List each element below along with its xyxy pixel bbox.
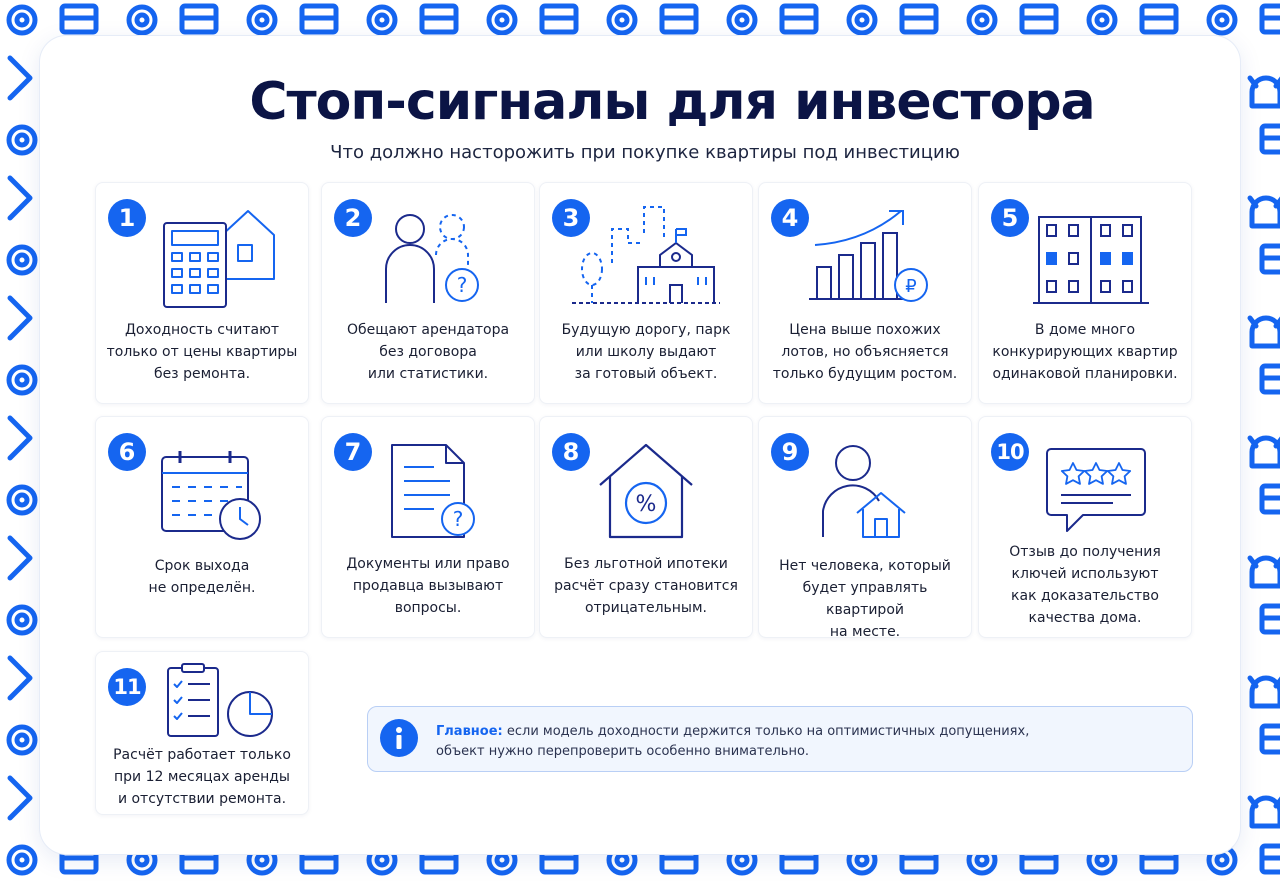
card-number: 7 [334,433,372,471]
card-number: 4 [771,199,809,237]
card-8 [539,416,753,638]
card-text: Цена выше похожих лотов, но объясняется только будущим ростом. [772,322,958,382]
card-number: 6 [108,433,146,471]
key-note [367,706,1193,772]
card-number: 1 [108,199,146,237]
document-question-icon [386,441,486,541]
card-4 [758,182,972,404]
house-percent-icon [596,441,696,541]
calendar-clock-icon [156,447,268,543]
svg-text:?: ? [452,507,464,531]
card-text: Нет человека, который будет управлять квартирой на месте. [779,558,951,640]
card-text: Обещают арендатора без договора или статистики. [346,322,510,382]
card-text: Доходность считают только от цены квартиры без ремонта. [106,322,298,382]
apartment-building-icon [1031,213,1151,307]
card-number: 11 [108,668,146,706]
card-text: Будущую дорогу, парк или школу выдают за готовый объект. [561,322,731,382]
card-number: 9 [771,433,809,471]
price-growth-chart-icon [805,203,935,307]
card-11 [95,651,309,815]
future-infrastructure-icon [568,203,724,309]
card-text: Отзыв до получения ключей используют как доказательство качества дома. [1009,544,1161,626]
manager-house-icon [817,441,917,541]
card-1 [95,182,309,404]
card-number: 8 [552,433,590,471]
card-number: 3 [552,199,590,237]
card-10 [978,416,1192,638]
review-stars-icon [1043,445,1149,535]
svg-text:₽: ₽ [905,276,917,297]
info-icon [380,719,418,757]
page-title: Стоп-сигналы для инвестора [249,72,1095,132]
card-number: 2 [334,199,372,237]
card-text: Расчёт работает только при 12 месяцах аренды и отсутствии ремонта. [113,747,291,807]
card-text: Документы или право продавца вызывают вопросы. [346,556,510,616]
note-lead: Главное: [436,724,503,739]
tenant-question-icon [380,207,490,311]
card-number: 10 [991,433,1029,471]
card-9 [758,416,972,638]
card-3 [539,182,753,404]
card-text: Без льготной ипотеки расчёт сразу становится отрицательным. [554,556,738,616]
card-number: 5 [991,199,1029,237]
card-2 [321,182,535,404]
svg-text:%: % [635,492,657,517]
note-text: Главное: если модель доходности держится только на оптимистичных допущениях, объект нужно перепроверить особенно внимательно. [436,724,1030,759]
card-5 [978,182,1192,404]
card-6 [95,416,309,638]
checklist-pie-icon [162,662,278,740]
calculator-house-icon [156,203,280,313]
card-text: Срок выхода не определён. [148,558,256,596]
svg-text:?: ? [456,273,468,297]
page-subtitle: Что должно насторожить при покупке квартиры под инвестицию [330,142,960,163]
card-7 [321,416,535,638]
card-text: В доме много конкурирующих квартир одинаковой планировки. [992,322,1178,382]
